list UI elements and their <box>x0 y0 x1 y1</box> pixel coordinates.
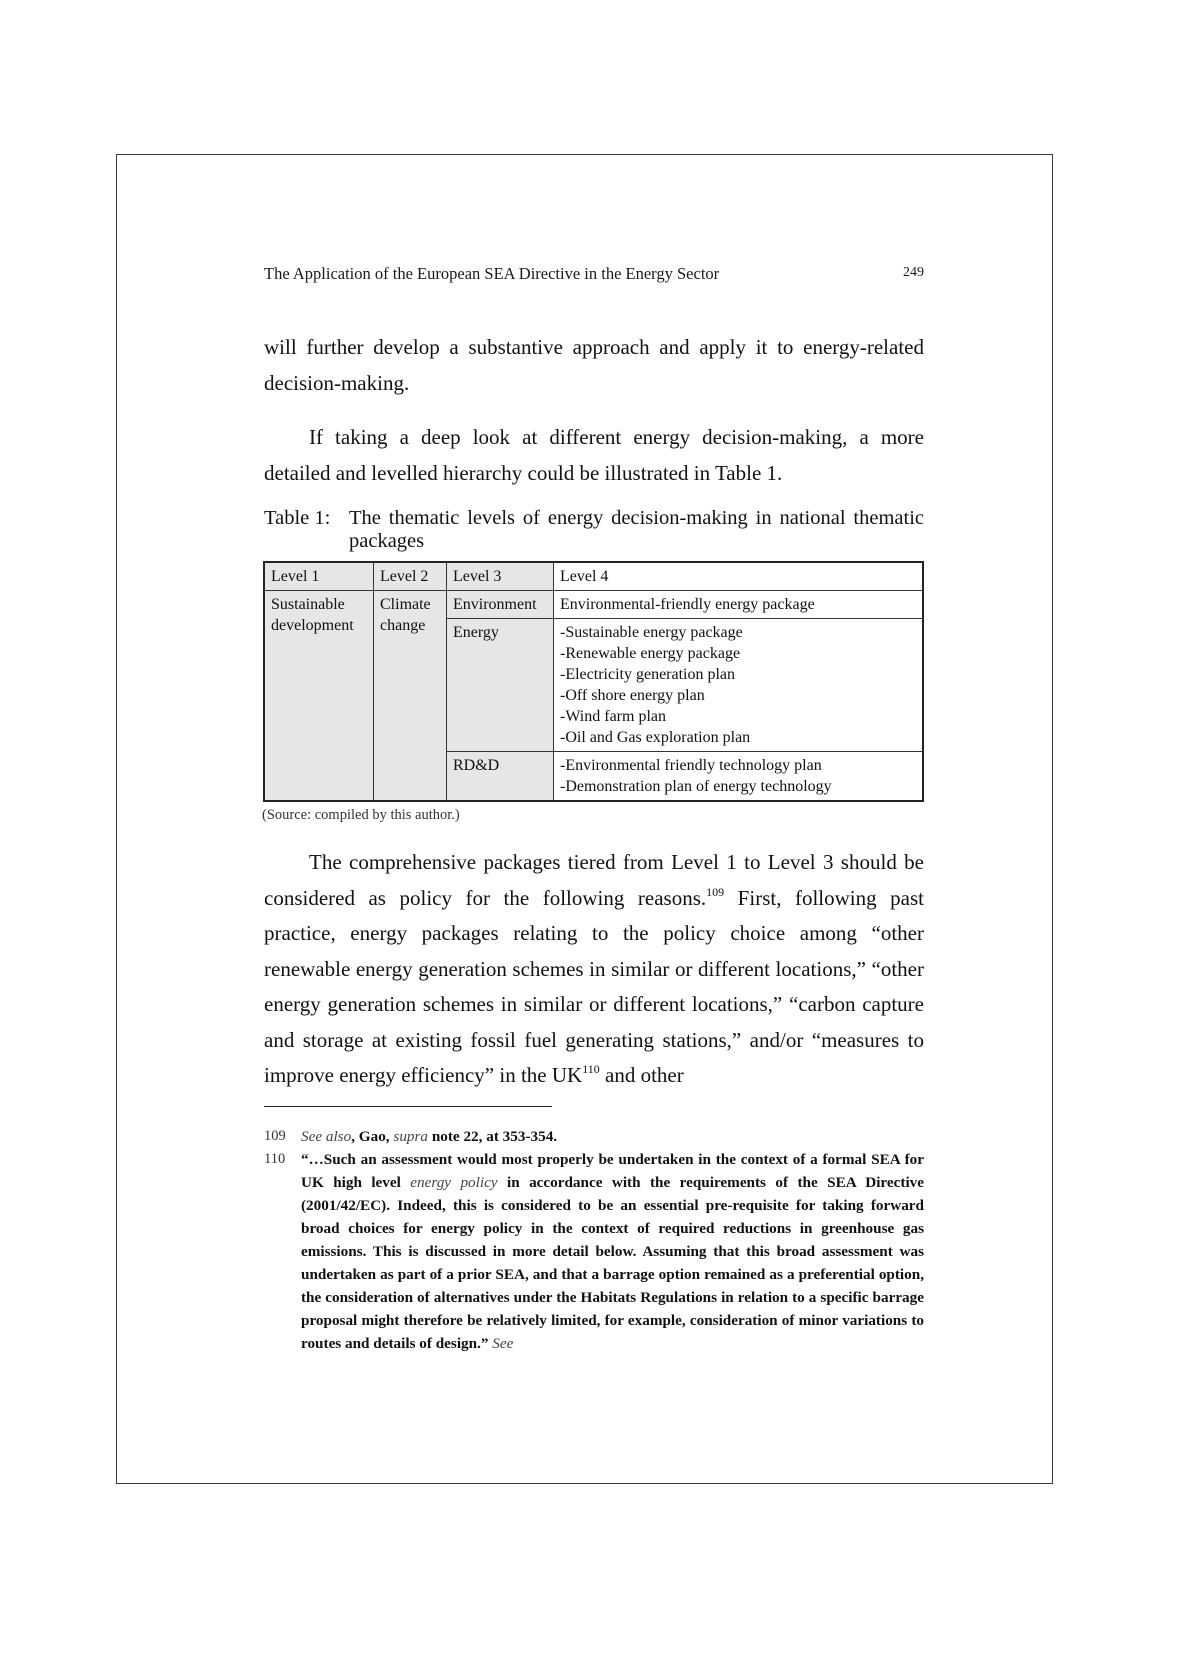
page-number: 249 <box>903 265 924 280</box>
level4-cell <box>554 619 924 752</box>
level4-item: -Wind farm plan <box>560 708 666 725</box>
footnote-ref-109[interactable]: 109 <box>706 884 725 899</box>
paragraph-3 <box>264 845 924 1094</box>
header-level-2: Level 2 <box>374 562 447 591</box>
paragraph-1: will further develop a substantive approach and apply it to energy-related decision-making. <box>264 335 924 395</box>
level4-cell <box>554 591 924 619</box>
footnote-number: 109 <box>264 1128 286 1144</box>
footnote-italic: energy policy <box>410 1174 498 1191</box>
footnote-text-b: note 22, at 353-354. <box>428 1128 558 1145</box>
table-row <box>264 591 923 619</box>
level4-item: -Renewable energy package <box>560 645 741 662</box>
paragraph-3-text-a: The comprehensive packages tiered from Level 1 to Level 3 should be considered as policy for the following reasons. <box>264 850 924 910</box>
running-title: The Application of the European SEA Directive in the Energy Sector <box>264 264 720 283</box>
paragraph-2: If taking a deep look at different energy decision-making, a more detailed and levelled hierarchy could be illustrated in Table 1. <box>264 425 924 485</box>
level4-item: -Sustainable energy package <box>560 624 743 641</box>
level4-item: -Oil and Gas exploration plan <box>560 729 751 746</box>
header-level-4: Level 4 <box>554 562 924 591</box>
footnote-ref-110[interactable]: 110 <box>582 1062 600 1076</box>
footnote-text-a: “…Such an assessment would most properly be undertaken in the context of a formal SEA for UK high level <box>301 1151 924 1191</box>
level4-item: -Electricity generation plan <box>560 666 736 683</box>
table-source-note: (Source: compiled by this author.) <box>262 807 460 823</box>
level3-cell: Energy <box>447 619 554 752</box>
level4-item: Environmental-friendly energy package <box>560 596 815 613</box>
signal-see: See <box>492 1335 514 1352</box>
table-header-row <box>264 562 923 591</box>
footnote-number: 110 <box>264 1151 286 1167</box>
level4-cell <box>554 752 924 802</box>
level3-cell: RD&D <box>447 752 554 802</box>
footnote-text-a: , Gao, <box>351 1128 394 1145</box>
footnote-text-b: in accordance with the requirements of the SEA Directive (2001/42/EC). Indeed, this is considered to be an essential pre-requisite for taking forward broad choices for energy policy in the context of required reductions in greenhouse gas emissions. This is discussed in more detail below. Assuming that this broad assessment was undertaken as part of a prior SEA, and that a barrage option remained as a preferential option, the consideration of alternatives under the Habitats Regulations in relation to a specific barrage proposal might therefore be relatively limited, for example, consideration of minor variations to routes and details of design.” <box>301 1174 924 1352</box>
paragraph-3-text-b: First, following past practice, energy packages relating to the policy choice among “other renewable energy generation schemes in similar or different locations,” “other energy generation schemes in similar or different locations,” “carbon capture and storage at existing fossil fuel generating stations,” and/or “measures to improve energy efficiency” in the UK <box>264 885 924 1087</box>
level3-cell: Environment <box>447 591 554 619</box>
footnote-text <box>301 1148 924 1355</box>
levels-table <box>263 561 924 802</box>
level1-cell: Sustainable development <box>264 591 374 802</box>
level4-item: -Demonstration plan of energy technology <box>560 778 832 795</box>
signal-see-also: See also <box>301 1128 352 1145</box>
level4-item: -Off shore energy plan <box>560 687 705 704</box>
footnote-text <box>301 1125 924 1148</box>
signal-supra: supra <box>393 1128 429 1145</box>
paragraph-3-text-c: and other <box>599 1063 684 1087</box>
header-level-3: Level 3 <box>447 562 554 591</box>
table-caption-label: Table 1: <box>264 507 331 529</box>
footnote-separator <box>264 1106 552 1107</box>
level4-item: -Environmental friendly technology plan <box>560 757 822 774</box>
header-level-1: Level 1 <box>264 562 374 591</box>
table-caption-text: The thematic levels of energy decision-making in national thematic packages <box>349 507 924 552</box>
level2-cell: Climate change <box>374 591 447 802</box>
